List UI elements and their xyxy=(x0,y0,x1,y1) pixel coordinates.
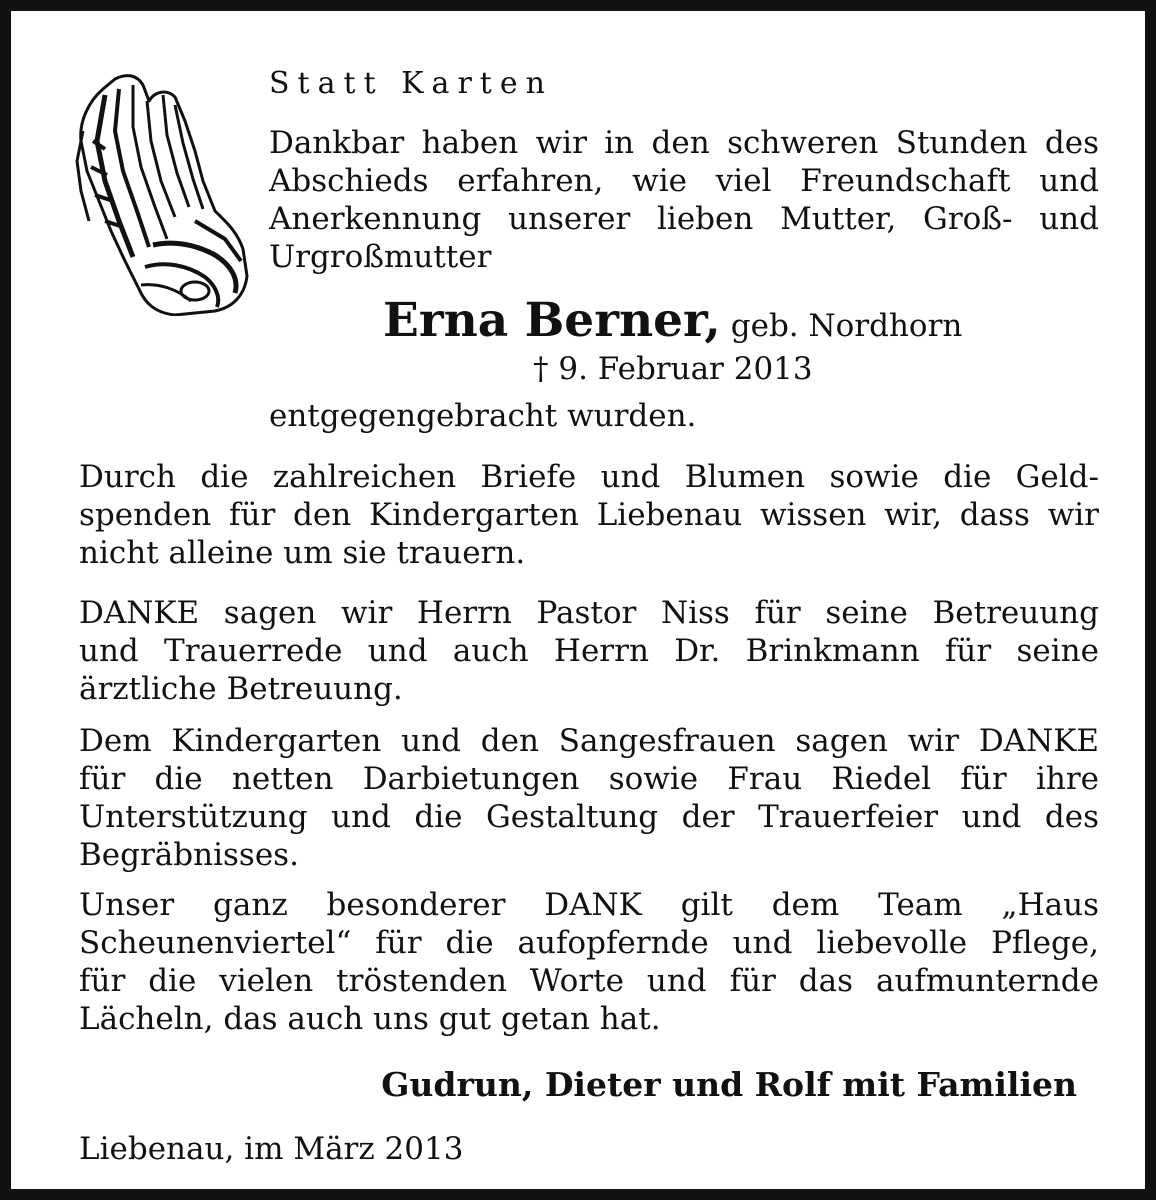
paragraph-line: Scheunenviertel“ für die aufopfernde und liebevolle Pflege, xyxy=(79,925,1099,961)
paragraph-team xyxy=(79,886,1099,1038)
deceased-name-line xyxy=(383,293,962,348)
paragraph-line: Lächeln, das auch uns gut getan hat. xyxy=(79,1001,661,1037)
paragraph-pastor xyxy=(79,594,1099,708)
paragraph-line: und Trauerrede und auch Herrn Dr. Brinkmann für seine xyxy=(79,633,1099,669)
paragraph-line: Dem Kindergarten und den Sangesfrauen sagen wir DANKE xyxy=(79,723,1099,759)
intro-ending xyxy=(269,397,1099,435)
intro-end-line: entgegengebracht wurden. xyxy=(269,398,697,434)
paragraph-line: Unterstützung und die Gestaltung der Trauerfeier und des xyxy=(79,799,1099,835)
paragraph-line: ärztliche Betreuung. xyxy=(79,671,403,707)
paragraph-line: Begräbnisses. xyxy=(79,837,299,873)
intro-line: Urgroßmutter xyxy=(269,239,492,275)
intro-paragraph xyxy=(269,124,1099,276)
paragraph-letters xyxy=(79,458,1099,572)
paragraph-kindergarten xyxy=(79,722,1099,874)
paragraph-line: spenden für den Kindergarten Liebenau wissen wir, dass wir xyxy=(79,497,1099,533)
death-date: † 9. Februar 2013 xyxy=(533,351,813,387)
signature: Gudrun, Dieter und Rolf mit Familien xyxy=(381,1065,1077,1104)
intro-line: Abschieds erfahren, wie viel Freundschaft und xyxy=(269,163,1099,199)
paragraph-line: Unser ganz besonderer DANK gilt dem Team „Haus xyxy=(79,887,1099,923)
paragraph-line: nicht alleine um sie trauern. xyxy=(79,535,526,571)
paragraph-line: Durch die zahlreichen Briefe und Blumen sowie die Geld- xyxy=(79,459,1099,495)
intro-line: Anerkennung unserer lieben Mutter, Groß- und xyxy=(269,201,1099,237)
birth-name: geb. Nordhorn xyxy=(730,308,963,344)
praying-hands-icon xyxy=(75,71,250,316)
paragraph-line: für die vielen tröstenden Worte und für das aufmunternde xyxy=(79,963,1099,999)
paragraph-line: für die netten Darbietungen sowie Frau Riedel für ihre xyxy=(79,761,1099,797)
intro-line: Dankbar haben wir in den schweren Stunden des xyxy=(269,125,1099,161)
paragraph-line: DANKE sagen wir Herrn Pastor Niss für seine Betreuung xyxy=(79,595,1099,631)
place-date: Liebenau, im März 2013 xyxy=(79,1131,464,1167)
deceased-name: Erna Berner, xyxy=(383,293,721,348)
statt-karten-heading: Statt Karten xyxy=(269,66,553,101)
